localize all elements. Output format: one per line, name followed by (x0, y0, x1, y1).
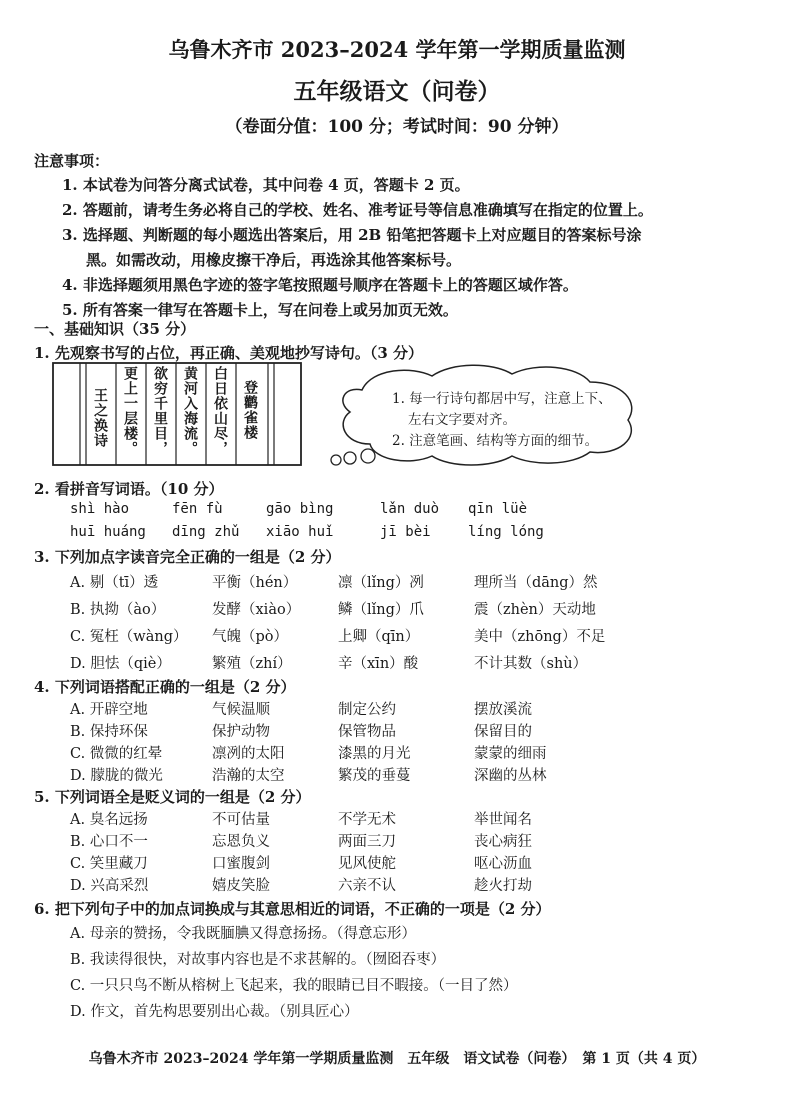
q3-option: 震（zhèn）天动地 (474, 602, 596, 618)
poem-author: 王之涣诗 (92, 388, 108, 448)
q5-option: 嬉皮笑脸 (212, 878, 270, 894)
q4-option: A. 开辟空地 (70, 702, 148, 718)
pinyin-item: jī bèi (380, 524, 431, 540)
q4-option: 制定公约 (338, 702, 396, 718)
pinyin-item: dīng zhǔ (172, 524, 240, 540)
q5-option: C. 笑里藏刀 (70, 856, 148, 872)
q4-option: 深幽的丛林 (474, 768, 547, 784)
notice-heading: 注意事项： (34, 152, 110, 170)
pinyin-item: fēn fù (172, 501, 223, 517)
q3-option: 美中（zhōng）不足 (474, 629, 606, 645)
tip-line: 2. 注意笔画、结构等方面的细节。 (392, 433, 599, 449)
section-heading: 一、基础知识（35 分） (34, 320, 196, 338)
q4-option: 漆黑的月光 (338, 746, 411, 762)
q4-option: 气候温顺 (212, 702, 270, 718)
q3-option: C. 冤枉（wàng） (70, 629, 188, 645)
pinyin-item: shì hào (70, 501, 130, 517)
q3-option: 辛（xīn）酸 (338, 656, 419, 672)
poem-title: 登鹳雀楼 (242, 380, 258, 440)
q5-option: 见风使舵 (338, 856, 396, 872)
q3-option: 平衡（hén） (212, 575, 298, 591)
q5-option: 六亲不认 (338, 878, 396, 894)
pinyin-item: qīn lüè (468, 501, 528, 517)
notice-item: 黑。如需改动，用橡皮擦干净后，再选涂其他答案标号。 (86, 251, 462, 269)
poem-line: 黄河入海流。 (182, 366, 198, 456)
notice-item: 4. 非选择题须用黑色字迹的签字笔按照题号顺序在答题卡上的答题区域作答。 (62, 276, 578, 294)
q3-option: 鳞（lǐng）爪 (338, 602, 424, 618)
q4-option: 蒙蒙的细雨 (474, 746, 547, 762)
question-4-stem: 4. 下列词语搭配正确的一组是（2 分） (34, 678, 296, 696)
notice-item: 5. 所有答案一律写在答题卡上，写在问卷上或另加页无效。 (62, 301, 458, 319)
tips-cloud (322, 360, 644, 470)
poem-line: 更上一层楼。 (122, 366, 138, 456)
q4-option: 浩瀚的太空 (212, 768, 285, 784)
q4-option: 摆放溪流 (474, 702, 532, 718)
poem-scroll (52, 362, 302, 466)
q6-option: B. 我读得很快，对故事内容也是不求甚解的。（囫囵吞枣） (70, 952, 446, 968)
poem-line: 白日依山尽， (212, 366, 228, 456)
exam-meta: （卷面分值：100 分；考试时间：90 分钟） (225, 117, 569, 137)
q5-option: 举世闻名 (474, 812, 532, 828)
q4-option: C. 微微的红晕 (70, 746, 163, 762)
q3-option: D. 胆怯（qiè） (70, 656, 171, 672)
question-2-stem: 2. 看拼音写词语。（10 分） (34, 480, 224, 498)
q3-option: 气魄（pò） (212, 629, 289, 645)
pinyin-item: lǎn duò (380, 501, 440, 517)
tip-line: 左右文字要对齐。 (408, 412, 516, 428)
pinyin-item: xiāo huǐ (266, 524, 334, 540)
q5-option: 忘恩负义 (212, 834, 270, 850)
poem-line: 欲穷千里目， (152, 366, 168, 456)
q3-option: A. 剔（tī）透 (70, 575, 159, 591)
q6-option: C. 一只只鸟不断从榕树上飞起来，我的眼睛已目不暇接。（一目了然） (70, 978, 518, 994)
notice-item: 1. 本试卷为问答分离式试卷，其中问卷 4 页，答题卡 2 页。 (62, 176, 470, 194)
exam-subtitle: 五年级语文（问卷） (293, 78, 501, 105)
notice-item: 3. 选择题、判断题的每小题选出答案后，用 2B 铅笔把答题卡上对应题目的答案标号涂 (62, 226, 642, 244)
q4-option: 繁茂的垂蔓 (338, 768, 411, 784)
q4-option: 凛冽的太阳 (212, 746, 285, 762)
question-6-stem: 6. 把下列句子中的加点词换成与其意思相近的词语，不正确的一项是（2 分） (34, 900, 551, 918)
question-3-stem: 3. 下列加点字读音完全正确的一组是（2 分） (34, 548, 341, 566)
q3-option: 凛（lǐng）冽 (338, 575, 424, 591)
q3-option: 繁殖（zhí） (212, 656, 292, 672)
question-1-stem: 1. 先观察书写的占位，再正确、美观地抄写诗句。（3 分） (34, 344, 424, 362)
q5-option: D. 兴高采烈 (70, 878, 149, 894)
pinyin-item: huī huáng (70, 524, 146, 540)
question-5-stem: 5. 下列词语全是贬义词的一组是（2 分） (34, 788, 311, 806)
q3-option: B. 执拗（ào） (70, 602, 166, 618)
q3-option: 发酵（xiào） (212, 602, 301, 618)
q4-option: 保管物品 (338, 724, 396, 740)
q5-option: A. 臭名远扬 (70, 812, 148, 828)
q4-option: B. 保持环保 (70, 724, 148, 740)
q4-option: 保护动物 (212, 724, 270, 740)
q6-option: A. 母亲的赞扬，令我既腼腆又得意扬扬。（得意忘形） (70, 926, 416, 942)
q4-option: D. 朦胧的微光 (70, 768, 163, 784)
q5-option: 两面三刀 (338, 834, 396, 850)
q5-option: 口蜜腹剑 (212, 856, 270, 872)
q6-option: D. 作文，首先构思要别出心裁。（别具匠心） (70, 1004, 359, 1020)
scroll-frame (52, 362, 302, 466)
q5-option: 不可估量 (212, 812, 270, 828)
q3-option: 上卿（qīn） (338, 629, 420, 645)
q5-option: 不学无术 (338, 812, 396, 828)
q4-option: 保留目的 (474, 724, 532, 740)
q5-option: 呕心沥血 (474, 856, 532, 872)
notice-item: 2. 答题前，请考生务必将自己的学校、姓名、准考证号等信息准确填写在指定的位置上。 (62, 201, 653, 219)
q5-option: 趁火打劫 (474, 878, 532, 894)
q3-option: 不计其数（shù） (474, 656, 588, 672)
pinyin-item: líng lóng (468, 524, 544, 540)
tip-line: 1. 每一行诗句都居中写，注意上下、 (392, 391, 612, 407)
q3-option: 理所当（dāng）然 (474, 575, 598, 591)
q5-option: 丧心病狂 (474, 834, 532, 850)
pinyin-item: gāo bìng (266, 501, 334, 517)
q5-option: B. 心口不一 (70, 834, 148, 850)
exam-title: 乌鲁木齐市 2023–2024 学年第一学期质量监测 (168, 37, 626, 62)
page-footer: 乌鲁木齐市 2023–2024 学年第一学期质量监测 五年级 语文试卷（问卷） 第 1 页（共 4 页） (88, 1051, 706, 1067)
